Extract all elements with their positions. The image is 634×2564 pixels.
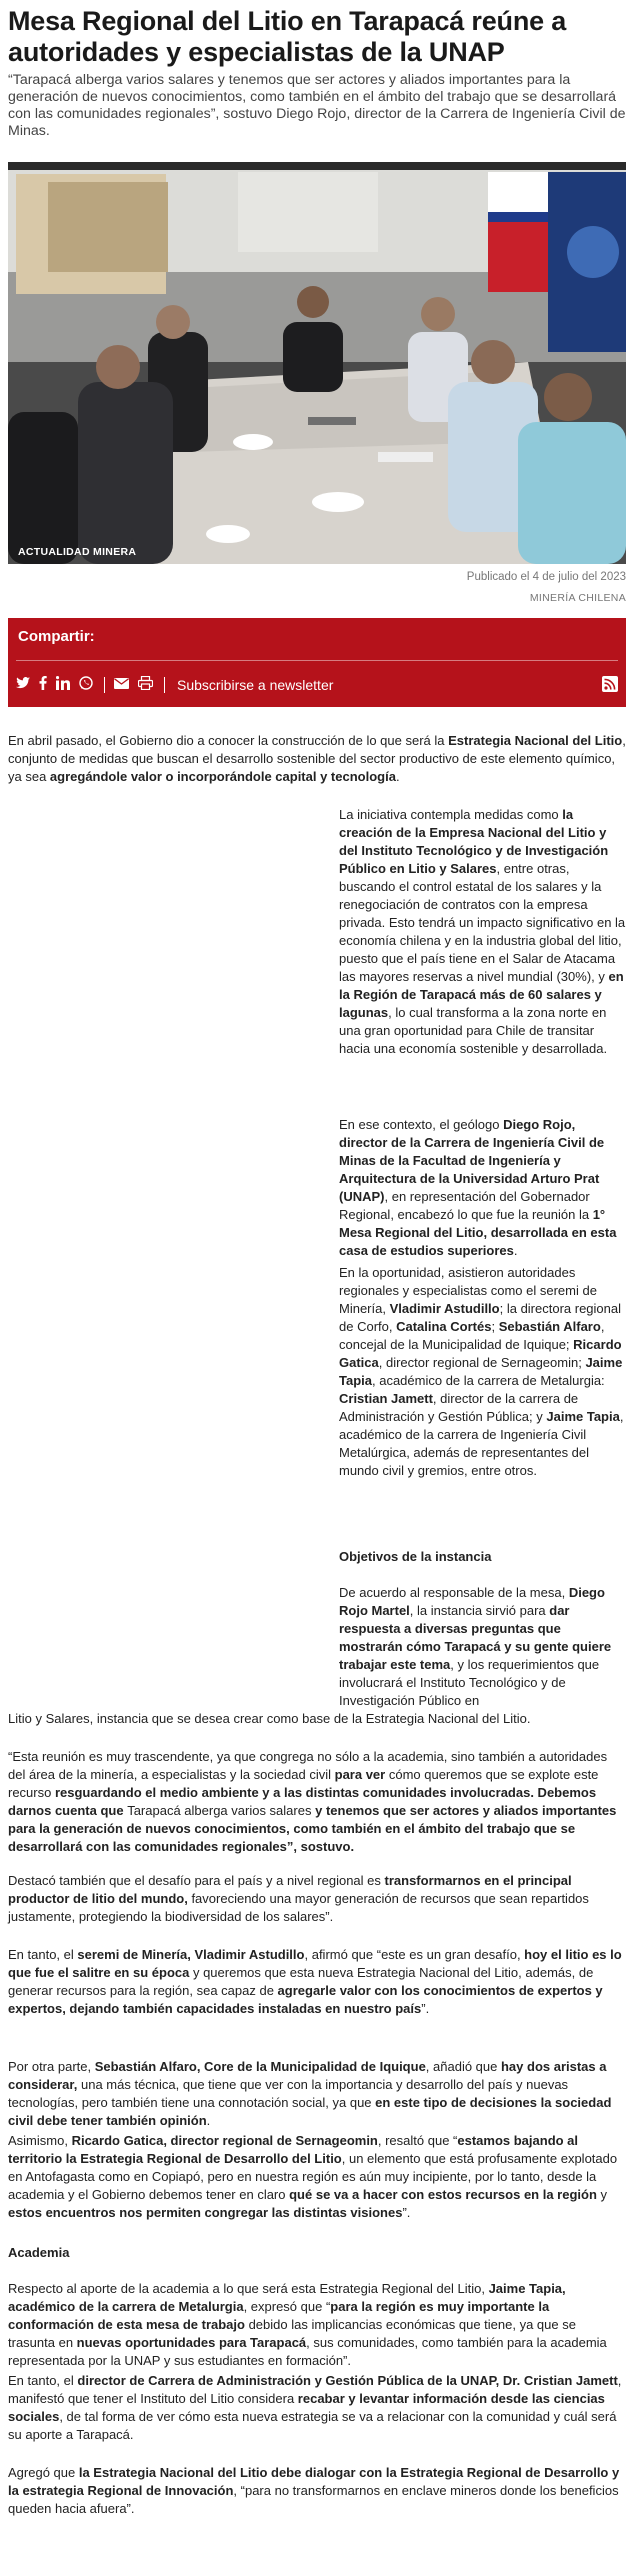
article-hero-image — [8, 162, 626, 564]
paragraph-4: En la oportunidad, asistieron autoridades regionales y especialistas como el seremi de Minería, Vladimir Astudillo; la directora regional de Corfo, Catalina Cortés; Sebastián Alfaro, concejal de la Municipalidad de Iquique; Ricardo Gatica, director regional de Sernageomin; Jaime Tapia, académico de la carrera de Metalurgia: Cristian Jamett, director de la carrera de Administración y Gestión Pública; y Jaime Tapia, académico de la carrera de Ingeniería Civil Metalúrgica, además de representantes del mundo civil y gremios, entre otros. — [339, 1265, 624, 1478]
bold-run: qué se va a hacer con estos recursos en la región — [289, 2187, 597, 2202]
bold-run: para la región es muy importante la conformación de esta mesa de trabajo — [8, 2299, 550, 2332]
publish-date: Publicado el 4 de julio del 2023 — [466, 571, 626, 583]
paragraph-9: Por otra parte, Sebastián Alfaro, Core de la Municipalidad de Iquique, añadió que hay dos aristas a considerar, una más técnica, que tiene que ver con la importancia y desarrollo del país y nuevas tecnologías, pero también tiene una connotación social, ya que en este tipo de decisiones la sociedad civil debe tener también opinión. — [8, 2059, 612, 2128]
section-heading-objetivos: Objetivos de la instancia — [339, 1549, 492, 1564]
bold-run: agregándole valor o incorporándole capital y tecnología — [49, 769, 396, 784]
rss-icon[interactable] — [602, 676, 618, 692]
paragraph-6: “Esta reunión es muy trascendente, ya que congrega no sólo a la academia, sino también a autoridades del área de la minería, a especialistas y la sociedad civil para ver cómo queremos que se explote este recurso resguardando el medio ambiente y a las distintas comunidades involucradas. Debemos darnos cuenta que Tarapacá alberga varios salares y tenemos que ser actores y aliados importantes para la generación de nuevos conocimientos, como también en el ámbito del trabajo que se desarrollará con las comunidades regionales”, sostuvo. — [8, 1749, 617, 1854]
paragraph-5b: Litio y Salares, instancia que se desea crear como base de la Estrategia Nacional del Litio. — [8, 1711, 531, 1726]
paragraph-7: Destacó también que el desafío para el país y a nivel regional es transformarnos en el principal productor de litio del mundo, favoreciendo una mayor generación de recursos que sean repartidos justamente, protegiendo la biodiversidad de los salares”. — [8, 1873, 589, 1924]
bold-run: Vladimir Astudillo — [389, 1301, 500, 1316]
paragraph-1: En abril pasado, el Gobierno dio a conocer la construcción de lo que será la Estrategia Nacional del Litio, conjunto de medidas que buscan el desarrollo sostenible del sector productivo de este elemento químico, ya sea agregándole valor o incorporándole capital y tecnología. — [8, 733, 626, 784]
bold-run: Sebastián Alfaro — [498, 1319, 601, 1334]
bold-run: seremi de Minería, Vladimir Astudillo — [77, 1947, 305, 1962]
section-heading-academia: Academia — [8, 2245, 70, 2260]
image-caption: ACTUALIDAD MINERA — [18, 546, 137, 558]
share-separator-2 — [164, 677, 165, 693]
bold-run: en este tipo de decisiones la sociedad civil debe tener también opinión — [8, 2095, 612, 2128]
share-row — [16, 676, 333, 694]
bold-run: transformarnos en el principal productor de litio del mundo, — [8, 1873, 572, 1906]
twitter-icon[interactable] — [16, 677, 30, 693]
bold-run: Diego Rojo, director de la Carrera de Ingeniería Civil de Minas de la Facultad de Ingeniería y Arquitectura de la Universidad Arturo Prat (UNAP) — [339, 1117, 605, 1204]
bold-run: resguardando el medio ambiente y a las distintas comunidades involucradas. Debemos darnos cuenta que — [8, 1785, 597, 1818]
bold-run: 1° Mesa Regional del Litio, desarrollada en esta casa de estudios superiores — [339, 1207, 617, 1258]
email-icon[interactable] — [114, 677, 129, 693]
newsletter-link[interactable]: Subscribirse a newsletter — [177, 677, 334, 693]
bold-run: dar respuesta a diversas preguntas que mostrarán cómo Tarapacá y su gente quiere trabajar este tema — [339, 1603, 612, 1672]
article-title: Mesa Regional del Litio en Tarapacá reúne a autoridades y especialistas de la UNAP — [8, 6, 567, 67]
linkedin-icon[interactable] — [56, 676, 70, 694]
paragraph-5a: De acuerdo al responsable de la mesa, Diego Rojo Martel, la instancia sirvió para dar respuesta a diversas preguntas que mostrarán cómo Tarapacá y su gente quiere trabajar este tema, y los requerimientos que involucrará el Instituto Tecnológico y de Investigación Público en — [339, 1585, 612, 1708]
bold-run: para ver — [331, 1767, 389, 1782]
bold-run: Ricardo Gatica, director regional de Sernageomin — [71, 2133, 378, 2148]
meeting-photo — [8, 162, 626, 564]
bold-run: Ricardo Gatica — [339, 1337, 622, 1370]
share-title: Compartir: — [18, 628, 95, 645]
paragraph-13: Agregó que la Estrategia Nacional del Litio debe dialogar con la Estrategia Regional de Desarrollo y la estrategia Regional de Innovación, “para no transformarnos en enclave mineros donde los beneficios queden hacia afuera”. — [8, 2465, 620, 2516]
source-label: MINERÍA CHILENA — [529, 592, 626, 604]
paragraph-11: Respecto al aporte de la academia a lo que será esta Estrategia Regional del Litio, Jaime Tapia, académico de la carrera de Metalurgia, expresó que “para la región es muy importante la conformación de esta mesa de trabajo debido las implicancias económicas que tiene, ya que se trasunta en nuevas oportunidades para Tarapacá, sus comunidades, como también para la academia representada por la UNAP y sus estudiantes en formación”. — [8, 2281, 607, 2368]
bold-run: recabar y levantar información desde las ciencias sociales — [8, 2391, 605, 2424]
paragraph-8: En tanto, el seremi de Minería, Vladimir Astudillo, afirmó que “este es un gran desafío, hoy el litio es lo que fue el salitre en su época y queremos que esta nueva Estrategia Nacional del Litio, además, de generar recursos para la región, sea capaz de agregarle valor con los conocimientos de expertos y expertos, dejando también capacidades instaladas en nuestro país”. — [8, 1947, 622, 2016]
print-icon[interactable] — [138, 676, 153, 694]
bold-run: director de Carrera de Administración y Gestión Pública de la UNAP, Dr. Cristian Jamett — [77, 2373, 618, 2388]
paragraph-2: La iniciativa contempla medidas como la creación de la Empresa Nacional del Litio y del Instituto Tecnológico y de Investigación Público en Litio y Salares, entre otras, buscando el control estatal de los salares y la renegociación de contratos con la empresa privada. Esto tendrá un impacto significativo en la economía chilena y en la industria global del litio, puesto que el país tiene en el Salar de Atacama las mayores reservas a nivel mundial (30%), y en la Región de Tarapacá más de 60 salares y lagunas, lo cual transforma a la zona norte en una gran oportunidad para Chile de transitar hacia una economía sostenible y desarrollada. — [339, 807, 626, 1056]
bold-run: nuevas oportunidades para Tarapacá — [76, 2335, 307, 2350]
bold-run: Catalina Cortés — [396, 1319, 492, 1334]
share-divider — [16, 660, 618, 661]
bold-run: agregarle valor con los conocimientos de expertos y expertos, dejando también capacidades instaladas en nuestro país — [8, 1983, 603, 2016]
paragraph-10: Asimismo, Ricardo Gatica, director regional de Sernageomin, resaltó que “estamos bajando al territorio la Estrategia Regional de Desarrollo del Litio, un elemento que está profusamente explotado en Antofagasta como en Copiapó, pero en nuestra región es aún muy incipiente, por lo tanto, desde la academia y el Gobierno debemos tener en claro qué se va a hacer con estos recursos en la región y estos encuentros nos permiten congregar las distintas visiones”. — [8, 2133, 618, 2220]
bold-run: Estrategia Nacional del Litio — [448, 733, 623, 748]
bold-run: Jaime Tapia — [339, 1355, 623, 1388]
share-separator — [104, 677, 105, 693]
bold-run: Jaime Tapia — [546, 1409, 620, 1424]
bold-run: estos encuentros nos permiten congregar las distintas visiones — [8, 2205, 403, 2220]
paragraph-3: En ese contexto, el geólogo Diego Rojo, director de la Carrera de Ingeniería Civil de Minas de la Facultad de Ingeniería y Arquitectura de la Universidad Arturo Prat (UNAP), en representación del Gobernador Regional, encabezó lo que fue la reunión la 1° Mesa Regional del Litio, desarrollada en esta casa de estudios superiores. — [339, 1117, 617, 1258]
paragraph-12: En tanto, el director de Carrera de Administración y Gestión Pública de la UNAP, Dr. Cristian Jamett, manifestó que tener el Instituto del Litio considera recabar y levantar información desde las ciencias sociales, de tal forma de ver cómo esta nueva estrategia se va a relacionar con la comunidad y cuál será su aporte a Tarapacá. — [8, 2373, 622, 2442]
article-lead: “Tarapacá alberga varios salares y tenemos que ser actores y aliados importantes para la generación de nuevos conocimientos, como también en el ámbito del trabajo que se desarrollará con las comunidades regionales”, sostuvo Diego Rojo, director de la Carrera de Ingeniería Civil de Minas. — [8, 72, 626, 139]
bold-run: Diego Rojo Martel — [339, 1585, 605, 1618]
bold-run: Sebastián Alfaro, Core de la Municipalidad de Iquique — [94, 2059, 426, 2074]
whatsapp-icon[interactable] — [79, 676, 93, 694]
bold-run: hoy el litio es lo que fue el salitre en su época — [8, 1947, 622, 1980]
bold-run: la Estrategia Nacional del Litio debe dialogar con la Estrategia Regional de Desarrollo y la estrategia Regional de Innovación — [8, 2465, 620, 2498]
bold-run: Jaime Tapia, académico de la carrera de Metalurgia — [8, 2281, 566, 2314]
bold-run: Cristian Jamett — [339, 1391, 433, 1406]
share-box — [8, 618, 626, 707]
facebook-icon[interactable] — [39, 676, 47, 694]
bold-run: en la Región de Tarapacá más de 60 salares y lagunas — [339, 969, 624, 1020]
bold-run: estamos bajando al territorio la Estrategia Regional de Desarrollo del Litio — [8, 2133, 579, 2166]
bold-run: hay dos aristas a considerar, — [8, 2059, 607, 2092]
bold-run: la creación de la Empresa Nacional del Litio y del Instituto Tecnológico y de Investigación Público en Litio y Salares — [339, 807, 609, 876]
bold-run: y tenemos que ser actores y aliados importantes para la generación de nuevos conocimientos, como también en el ámbito del trabajo que se desarrollará con las comunidades regionales”, sostuvo. — [8, 1803, 617, 1854]
